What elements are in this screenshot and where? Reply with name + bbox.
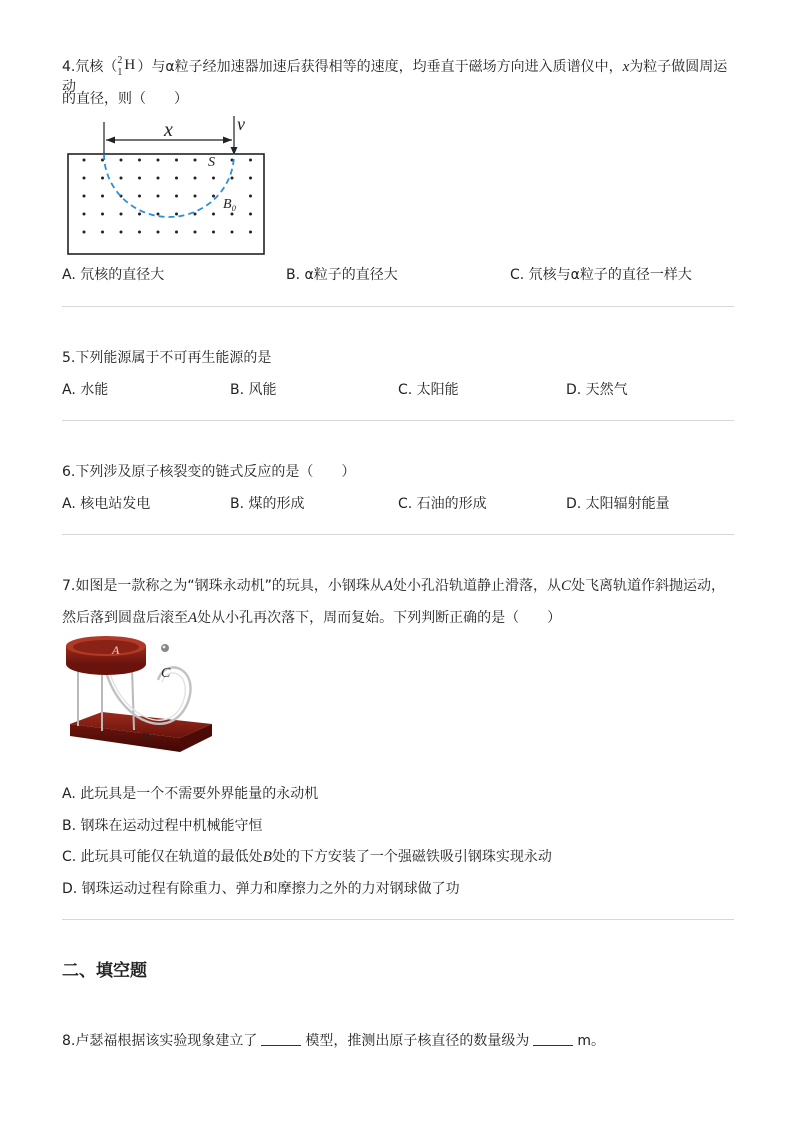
q7-option-a[interactable]: A. 此玩具是一个不需要外界能量的永动机 (62, 786, 319, 802)
field-dot (157, 195, 160, 198)
q4-option-b[interactable]: B. α粒子的直径大 (286, 267, 398, 283)
field-dot (83, 159, 86, 162)
field-dot (120, 213, 123, 216)
label-b: B (141, 731, 150, 746)
field-dot (120, 159, 123, 162)
question-6-options (62, 494, 734, 514)
question-7-stem: 7.如图是一款称之为“钢珠永动机”的玩具，小钢珠从A处小孔沿轨道静止滑落，从C处飞离轨道作斜抛运动， (62, 578, 726, 594)
divider (62, 534, 734, 535)
q4-option-a[interactable]: A. 氘核的直径大 (62, 267, 165, 283)
field-dot (157, 159, 160, 162)
field-dot (120, 177, 123, 180)
field-dot (212, 231, 215, 234)
field-dot (138, 159, 141, 162)
field-dot (249, 159, 252, 162)
field-dot (212, 177, 215, 180)
divider (62, 919, 734, 920)
field-dot (138, 231, 141, 234)
q7-option-d[interactable]: D. 钢珠运动过程有除重力、弹力和摩擦力之外的力对钢球做了功 (62, 881, 460, 897)
section-title-fill-in-blank: 二、填空题 (62, 961, 147, 981)
field-dot (138, 177, 141, 180)
field-dot (175, 195, 178, 198)
field-dot (120, 231, 123, 234)
q5-option-a[interactable]: A. 水能 (62, 382, 109, 398)
field-dot (138, 195, 141, 198)
field-dot (194, 177, 197, 180)
nuclide-notation: 2 1 H (117, 55, 136, 78)
question-7-stem-line2: 然后落到圆盘后滚至A处从小孔再次落下，周而复始。下列判断正确的是（ ） (62, 610, 562, 626)
label-v: v (237, 114, 245, 134)
divider (62, 306, 734, 307)
question-4-options (62, 265, 734, 285)
field-dot (101, 231, 104, 234)
field-dot (83, 231, 86, 234)
label-s: S (208, 155, 215, 170)
question-8-stem: 8.卢瑟福根据该实验现象建立了 模型，推测出原子核直径的数量级为 m。 (62, 1033, 605, 1049)
field-dot (249, 213, 252, 216)
label-a: A (112, 643, 120, 657)
field-dots (83, 159, 253, 234)
question-4-stem: 4.氘核（ 2 1 H ）与α粒子经加速器加速后获得相等的速度，均垂直于磁场方向进入质谱仪中，x为粒子做圆周运动 (62, 55, 728, 95)
label-x: x (164, 119, 173, 141)
steel-ball (161, 644, 169, 652)
question-4-stem-line2: 的直径，则（ ） (62, 91, 188, 107)
q6-option-b[interactable]: B. 煤的形成 (230, 496, 305, 512)
field-dot (101, 177, 104, 180)
field-dot (194, 231, 197, 234)
q7-option-b[interactable]: B. 钢珠在运动过程中机械能守恒 (62, 818, 263, 834)
field-dot (249, 231, 252, 234)
field-dot (231, 231, 234, 234)
field-dot (157, 231, 160, 234)
field-dot (157, 213, 160, 216)
field-dot (194, 195, 197, 198)
bowl-inner (73, 640, 139, 654)
field-dot (231, 177, 234, 180)
field-dot (83, 213, 86, 216)
label-b: B₀ (223, 197, 237, 212)
q5-option-b[interactable]: B. 风能 (230, 382, 277, 398)
q5-option-c[interactable]: C. 太阳能 (398, 382, 459, 398)
field-dot (231, 213, 234, 216)
question-5-stem: 5.下列能源属于不可再生能源的是 (62, 350, 272, 366)
question-6-stem: 6.下列涉及原子核裂变的链式反应的是（ ） (62, 464, 356, 480)
answer-blank-2[interactable] (533, 1031, 573, 1046)
divider (62, 420, 734, 421)
field-dot (212, 213, 215, 216)
field-dot (83, 195, 86, 198)
magnetic-field-diagram (62, 112, 272, 260)
label-c: C (161, 666, 171, 681)
answer-blank-1[interactable] (261, 1031, 301, 1046)
q4-option-c[interactable]: C. 氘核与α粒子的直径一样大 (510, 267, 692, 283)
q7-option-c[interactable]: C. 此玩具可能仅在轨道的最低处B处的下方安装了一个强磁铁吸引钢珠实现永动 (62, 849, 552, 865)
field-dot (194, 159, 197, 162)
q6-option-c[interactable]: C. 石油的形成 (398, 496, 487, 512)
field-dot (212, 195, 215, 198)
field-dot (249, 195, 252, 198)
q6-option-a[interactable]: A. 核电站发电 (62, 496, 151, 512)
field-dot (249, 177, 252, 180)
field-dot (157, 177, 160, 180)
field-dot (101, 195, 104, 198)
field-dot (175, 231, 178, 234)
q6-option-d[interactable]: D. 太阳辐射能量 (566, 496, 670, 512)
field-dot (175, 213, 178, 216)
field-dot (101, 213, 104, 216)
dimension-arrow-right (223, 137, 232, 144)
field-dot (83, 177, 86, 180)
question-5-options (62, 380, 734, 400)
field-dot (175, 177, 178, 180)
field-dot (175, 159, 178, 162)
steel-ball-highlight (163, 646, 166, 649)
q5-option-d[interactable]: D. 天然气 (566, 382, 628, 398)
perpetual-motion-toy-illustration (62, 632, 214, 754)
field-dot (138, 213, 141, 216)
dimension-arrow-left (106, 137, 115, 144)
